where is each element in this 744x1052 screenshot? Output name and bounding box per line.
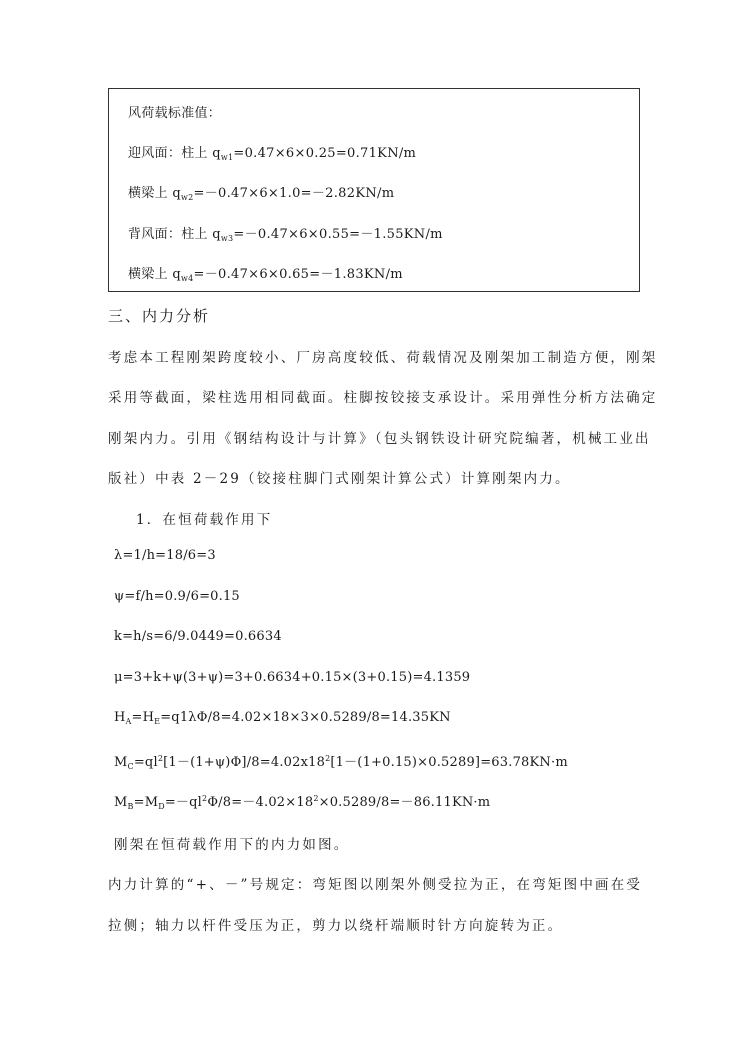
sign-rule-line: 内力计算的“+、－”号规定：弯矩图以刚架外侧受拉为正，在弯矩图中画在受 [108,877,643,893]
windward-beam-load: 横梁上 $q_{w2}=-0.47\times 6\times 1.0=-2.82KN/m$ [128,186,395,202]
formula-mu: μ=3+k+ψ(3+ψ)=3+0.6634+0.15×(3+0.15)=4.1359 [114,670,471,685]
wind-load-box [108,88,640,292]
leeward-column-load: 背风面：柱上 $q_{w3}=-0.47\times 6\times 0.55=-1.55KN/m$ [128,227,443,243]
paragraph-line: 版社）中表 2－29（铰接柱脚门式刚架计算公式）计算刚架内力。 [108,471,571,487]
leeward-beam-load: 横梁上 $q_{w4}=-0.47\times 6\times 0.65=-1.83KN/m$ [128,267,403,283]
diagram-note: 刚架在恒荷载作用下的内力如图。 [114,837,350,853]
section-heading: 三、内力分析 [108,307,211,325]
paragraph-line: 采用等截面，梁柱选用相同截面。柱脚按铰接支承设计。采用弹性分析方法确定 [108,390,658,406]
formula-moment-c: $M_C=ql^2[1-(1+\psi)\Phi]/8=4.02x18^2[1-(1+0.15)\times 0.5289]=63.78KN\cdot m$ [114,754,568,771]
formula-moment-b: $M_B=M_D=-ql^2\Phi/8=-4.02\times 18^2\times 0.5289/8=-86.11KN\cdot m$ [114,794,491,811]
formula-horizontal-reaction: $H_A=H_E=q1\lambda\Phi/8=4.02\times 18\times 3\times 0.5289/8=14.35KN$ [114,710,451,726]
formula-k: k=h/s=6/9.0449=0.6634 [114,629,282,644]
formula-psi: ψ=f/h=0.9/6=0.15 [114,589,240,604]
formula-lambda: λ=1/h=18/6=3 [114,548,216,563]
paragraph-line: 刚架内力。引用《钢结构设计与计算》（包头钢铁设计研究院编著，机械工业出 [108,431,651,447]
subheading: 1．在恒荷载作用下 [136,512,273,528]
windward-column-load: 迎风面：柱上 $q_{w1}=0.47\times 6\times 0.25=0.71KN/m$ [128,146,417,162]
sign-rule-line: 拉侧；轴力以杆件受压为正，剪力以绕杆端顺时针方向旋转为正。 [108,918,564,934]
paragraph-line: 考虑本工程刚架跨度较小、厂房高度较低、荷载情况及刚架加工制造方便，刚架 [108,350,658,366]
wind-load-title: 风荷载标准值： [128,106,222,121]
